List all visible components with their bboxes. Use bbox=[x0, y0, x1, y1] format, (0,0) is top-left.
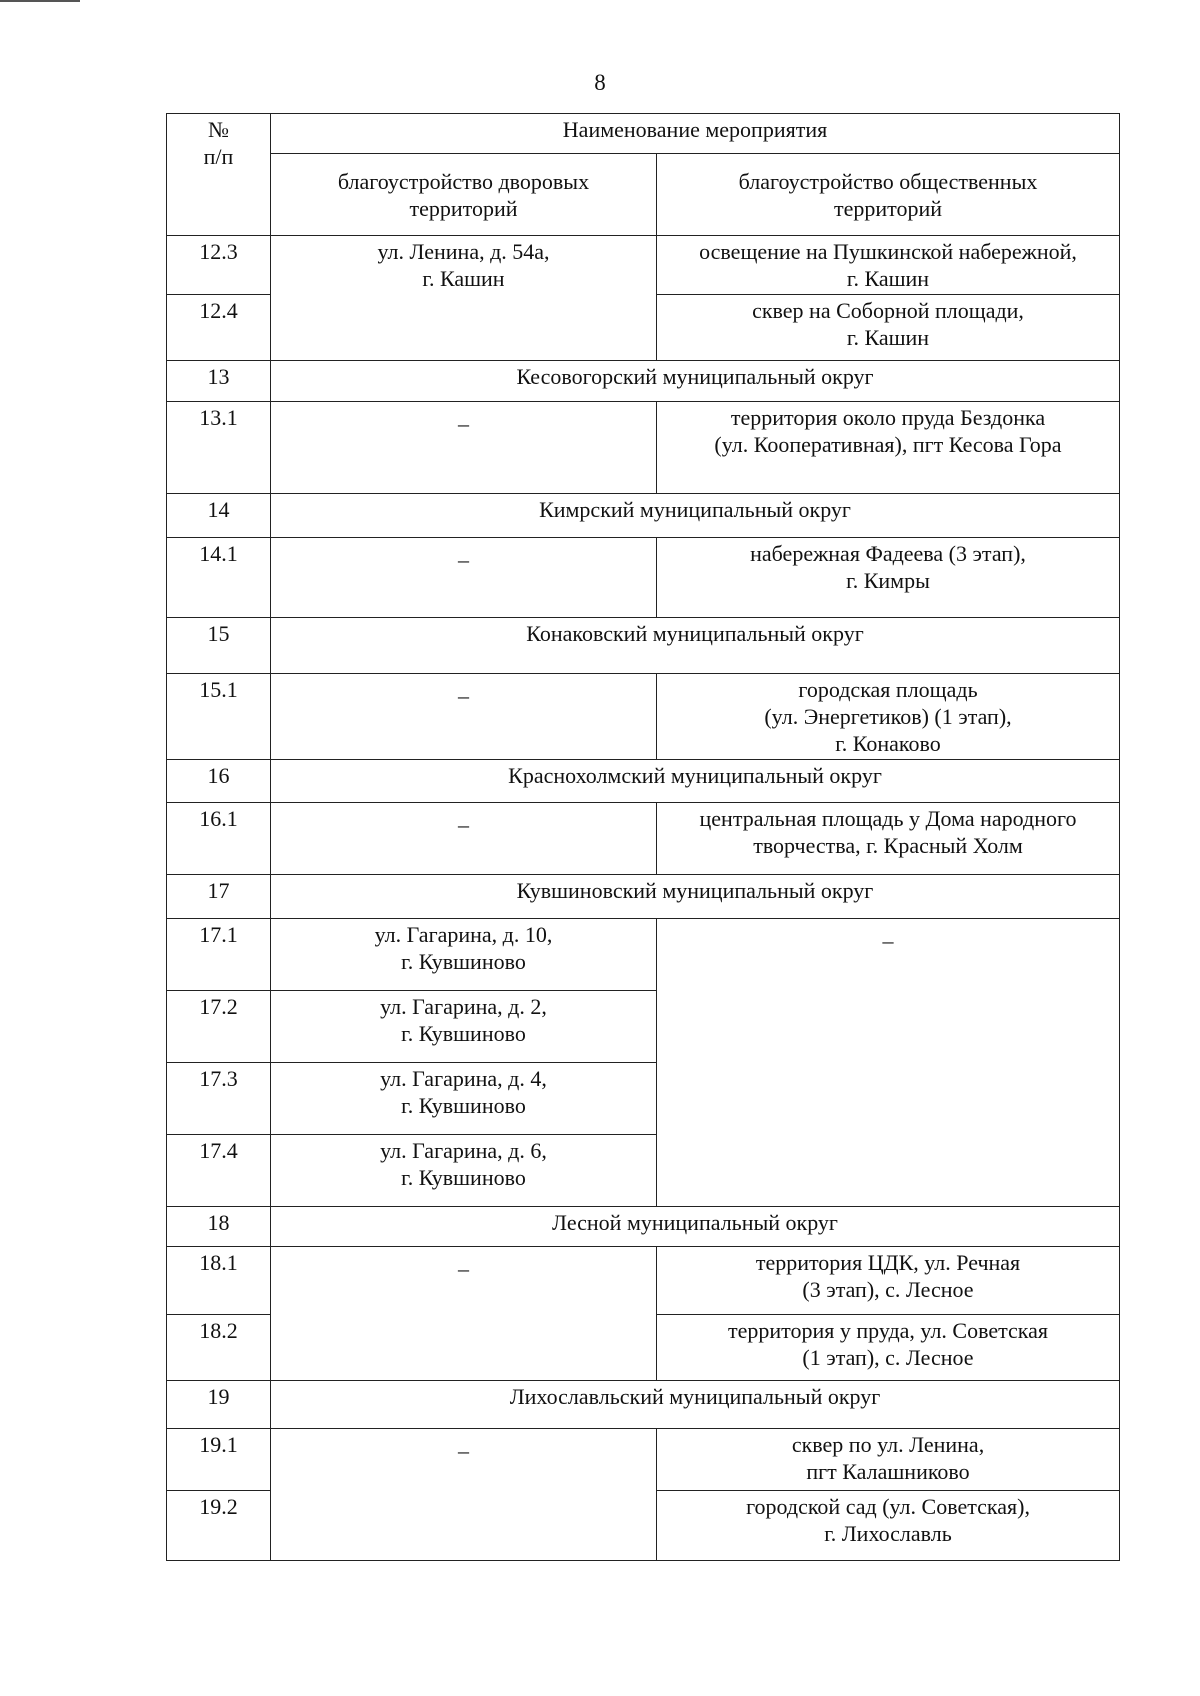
row-number: 17.1 bbox=[167, 919, 271, 991]
row-number: 12.3 bbox=[167, 236, 271, 295]
table-row bbox=[167, 674, 1120, 760]
yard-territories-header: благоустройство дворовых территорий bbox=[271, 154, 657, 236]
row-number: 19.1 bbox=[167, 1429, 271, 1491]
district-row bbox=[167, 760, 1120, 803]
row-number: 18.2 bbox=[167, 1315, 271, 1381]
row-number: 14.1 bbox=[167, 538, 271, 618]
district-name: Кимрский муниципальный округ bbox=[271, 494, 1120, 538]
yard-cell: – bbox=[271, 803, 657, 875]
public-cell: городская площадь (ул. Энергетиков) (1 этап), г. Конаково bbox=[657, 674, 1120, 760]
table-row bbox=[167, 402, 1120, 494]
district-name: Кесовогорский муниципальный округ bbox=[271, 361, 1120, 402]
district-name: Лесной муниципальный округ bbox=[271, 1207, 1120, 1247]
public-cell: центральная площадь у Дома народного творчества, г. Красный Холм bbox=[657, 803, 1120, 875]
row-number: 15.1 bbox=[167, 674, 271, 760]
row-number: 12.4 bbox=[167, 295, 271, 361]
public-cell: территория около пруда Бездонка (ул. Кооперативная), пгт Кесова Гора bbox=[657, 402, 1120, 494]
yard-cell: ул. Гагарина, д. 4, г. Кувшиново bbox=[271, 1063, 657, 1135]
row-number: 14 bbox=[167, 494, 271, 538]
public-cell: набережная Фадеева (3 этап), г. Кимры bbox=[657, 538, 1120, 618]
district-name: Конаковский муниципальный округ bbox=[271, 618, 1120, 674]
district-row bbox=[167, 618, 1120, 674]
row-number: 16.1 bbox=[167, 803, 271, 875]
table-row bbox=[167, 919, 1120, 991]
district-row bbox=[167, 361, 1120, 402]
yard-cell: – bbox=[271, 402, 657, 494]
row-number: 17.3 bbox=[167, 1063, 271, 1135]
scan-edge-mark bbox=[0, 0, 80, 2]
events-table bbox=[166, 113, 1120, 1561]
row-number: 19.2 bbox=[167, 1491, 271, 1561]
district-row bbox=[167, 1381, 1120, 1429]
yard-cell: ул. Гагарина, д. 10, г. Кувшиново bbox=[271, 919, 657, 991]
row-number: 18.1 bbox=[167, 1247, 271, 1315]
district-row bbox=[167, 494, 1120, 538]
district-row bbox=[167, 1207, 1120, 1247]
table-row bbox=[167, 538, 1120, 618]
yard-cell: – bbox=[271, 674, 657, 760]
number-column-header: № п/п bbox=[167, 114, 271, 236]
district-name: Кувшиновский муниципальный округ bbox=[271, 875, 1120, 919]
event-name-header: Наименование мероприятия bbox=[271, 114, 1120, 154]
row-number: 15 bbox=[167, 618, 271, 674]
table-row bbox=[167, 1247, 1120, 1315]
yard-cell: – bbox=[271, 538, 657, 618]
district-row bbox=[167, 875, 1120, 919]
row-number: 19 bbox=[167, 1381, 271, 1429]
row-number: 17.4 bbox=[167, 1135, 271, 1207]
row-number: 13 bbox=[167, 361, 271, 402]
district-name: Лихославльский муниципальный округ bbox=[271, 1381, 1120, 1429]
public-cell: сквер по ул. Ленина, пгт Калашниково bbox=[657, 1429, 1120, 1491]
yard-cell: ул. Гагарина, д. 2, г. Кувшиново bbox=[271, 991, 657, 1063]
public-cell: территория ЦДК, ул. Речная (3 этап), с. Лесное bbox=[657, 1247, 1120, 1315]
yard-cell: – bbox=[271, 1429, 657, 1561]
table-subheader-row bbox=[167, 154, 1120, 236]
row-number: 16 bbox=[167, 760, 271, 803]
table-row bbox=[167, 1429, 1120, 1491]
public-cell: городской сад (ул. Советская), г. Лихославль bbox=[657, 1491, 1120, 1561]
row-number: 13.1 bbox=[167, 402, 271, 494]
table-header-row bbox=[167, 114, 1120, 154]
yard-cell: ул. Ленина, д. 54а, г. Кашин bbox=[271, 236, 657, 361]
page-number: 8 bbox=[594, 70, 606, 95]
public-territories-header: благоустройство общественных территорий bbox=[657, 154, 1120, 236]
district-name: Краснохолмский муниципальный округ bbox=[271, 760, 1120, 803]
yard-cell: ул. Гагарина, д. 6, г. Кувшиново bbox=[271, 1135, 657, 1207]
table-row bbox=[167, 236, 1120, 295]
public-cell: освещение на Пушкинской набережной, г. Кашин bbox=[657, 236, 1120, 295]
public-cell: – bbox=[657, 919, 1120, 1207]
public-cell: сквер на Соборной площади, г. Кашин bbox=[657, 295, 1120, 361]
row-number: 18 bbox=[167, 1207, 271, 1247]
row-number: 17.2 bbox=[167, 991, 271, 1063]
row-number: 17 bbox=[167, 875, 271, 919]
public-cell: территория у пруда, ул. Советская (1 этап), с. Лесное bbox=[657, 1315, 1120, 1381]
table-row bbox=[167, 803, 1120, 875]
yard-cell: – bbox=[271, 1247, 657, 1381]
